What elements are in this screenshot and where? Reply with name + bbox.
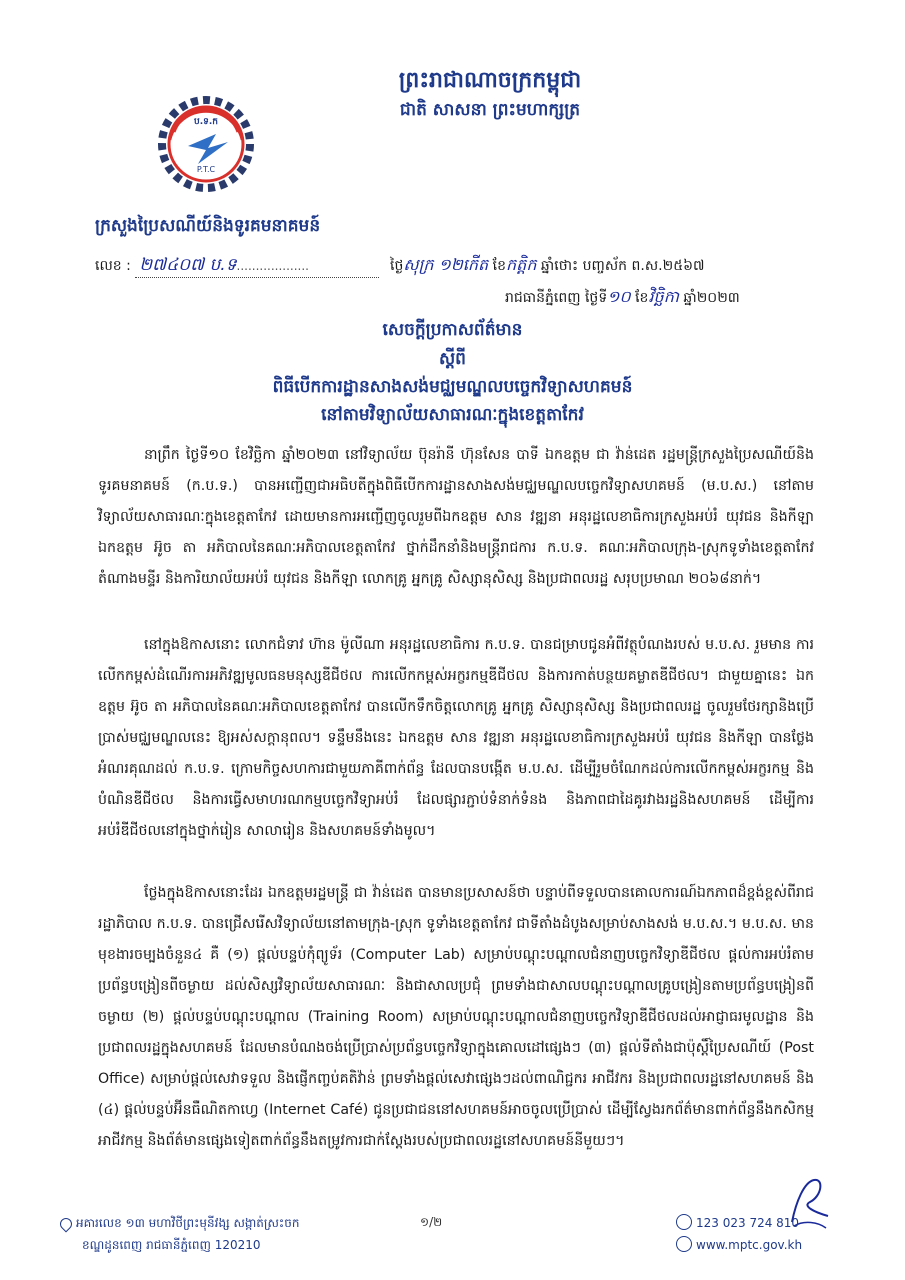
address-line-2: ខណ្ឌដូនពេញ រាជធានីភ្នំពេញ 120210 [82,1238,261,1252]
globe-icon [676,1236,692,1252]
phone-icon [676,1214,692,1230]
reference-row [95,254,379,278]
website-link[interactable]: www.mptc.gov.kh [696,1238,803,1252]
solar-date: រាជធានីភ្នំពេញ ថ្ងៃទី១០ ខែវិច្ឆិកា ឆ្នាំ២០២៣ [505,287,740,306]
title-subject: ពិធីបើកការដ្ឋានសាងសង់មជ្ឈមណ្ឌលបច្ចេកវិទ្យាសហគមន៍ [272,377,633,397]
reference-label: លេខ : [95,258,131,274]
national-motto: ជាតិ សាសនា ព្រះមហាក្សត្រ [399,100,581,120]
paragraph-1: នាព្រឹក ថ្ងៃទី១០ ខែវិច្ឆិកា ឆ្នាំ២០២៣ នៅវិទ្យាល័យ ប៊ុនរ៉ានី ហ៊ុនសែន បាទី ឯកឧត្តម ជា វ៉ាន់ដេត រដ្ឋមន្ត្រីក្រសួងប្រៃសណីយ៍និងទូរគមនាគមន៍ (ក.ប.ទ.) បានអញ្ជើញជាអធិបតីក្នុងពិធីបើកការដ្ឋានសាងសង់មជ្ឈមណ្ឌលបច្ចេកវិទ្យាសហគមន៍ (ម.ប.ស.) នៅតាមវិទ្យាល័យសាធារណៈក្នុងខេត្តតាកែវ ដោយមានការអញ្ជើញចូលរួមពីឯកឧត្តម សាន វឌ្ឍនា អនុរដ្ឋលេខាធិការក្រសួងអប់រំ យុវជន និងកីឡា ឯកឧត្តម អ៊ូច តា អភិបាលនៃគណៈអភិបាលខេត្តតាកែវ ថ្នាក់ដឹកនាំនិងមន្ត្រីរាជការ ក.ប.ទ. គណៈអភិបាលក្រុង-ស្រុកទូទាំងខេត្តតាកែវ តំណាងមន្ទីរ និងការិយាល័យអប់រំ យុវជន និងកីឡា លោកគ្រូ អ្នកគ្រូ សិស្សានុសិស្ស និងប្រជាពលរដ្ឋ សរុបប្រមាណ ២០៦៨នាក់។ [98,447,814,587]
title-about: ស្តីពី [439,349,466,369]
reference-number: ២៧៤០៧ ប.ទ................... [135,254,379,278]
lunar-date: ថ្ងៃសុក្រ ១២កើត ខែកត្តិក ឆ្នាំថោះ បញ្ចស័ក ព.ស.២៥៦៧ [390,255,705,274]
date-day: ១០ [607,287,631,306]
lunar-month: កត្តិក [506,255,537,274]
paragraph-2: នៅក្នុងឱកាសនោះ លោកជំទាវ ហ៊ាន ម៉ូលីណា អនុរដ្ឋលេខាធិការ ក.ប.ទ. បានជម្រាបជូនអំពីវត្ថុបំណងរបស់ ម.ប.ស. រួមមាន ការលើកកម្ពស់ដំណើរការអភិវឌ្ឍមូលធនមនុស្សឌីជីថល ការលើកកម្ពស់អក្ខរកម្មឌីជីថល និងការកាត់បន្ថយគម្លាតឌីជីថល។ ជាមួយគ្នានេះ ឯកឧត្តម អ៊ូច តា អភិបាលនៃគណៈអភិបាលខេត្តតាកែវ បានលើកទឹកចិត្តលោកគ្រូ អ្នកគ្រូ សិស្សានុសិស្ស និងប្រជាពលរដ្ឋ ចូលរួមថែរក្សានិងប្រើប្រាស់មជ្ឈមណ្ឌលនេះ ឱ្យអស់សក្តានុពល។ ទន្ទឹមនឹងនេះ ឯកឧត្តម សាន វឌ្ឍនា អនុរដ្ឋលេខាធិការក្រសួងអប់រំ យុវជន និងកីឡា បានថ្លែងអំណរគុណដល់ ក.ប.ទ. ក្រោមកិច្ចសហការជាមួយភាគីពាក់ព័ន្ធ ដែលបានបង្កើត ម.ប.ស. ដើម្បីរួមចំណែកដល់ការលើកកម្ពស់អក្ខរកម្ម និងបំណិនឌីជីថល និងការធ្វើសមាហរណកម្មបច្ចេកវិទ្យាអប់រំ ដែលផ្សារភ្ជាប់ទំនាក់ទំនង និងភាពជាដៃគូរវាងរដ្ឋនិងសហគមន៍ ដើម្បីការអប់រំឌីជីថលនៅក្នុងថ្នាក់រៀន សាលារៀន និងសហគមន៍ទាំងមូល។ [98,637,814,839]
address-line-1: អគារលេខ ១៣ មហាវិថីព្រះមុនីវង្ស សង្កាត់ស្រះចក [76,1216,300,1230]
reference-dots: ................... [236,259,309,273]
logo-text-top: ប.ទ.ក [194,117,218,127]
title-location: នៅតាមវិទ្យាល័យសាធារណៈក្នុងខេត្តតាកែវ [321,405,584,425]
footer-contact [676,1212,802,1256]
phone-numbers: 123 023 724 810 [696,1216,800,1230]
logo-text-bottom: P.T.C [196,165,216,174]
date-month: វិច្ឆិកា [648,287,679,306]
press-release-title: សេចក្តីប្រកាសព័ត៌មាន [382,320,523,340]
footer-address [60,1212,299,1256]
ministry-name: ក្រសួងប្រៃសណីយ៍និងទូរគមនាគមន៍ [95,216,321,236]
page-number: ១/២ [420,1215,443,1229]
lunar-day: សុក្រ ១២កើត [403,255,489,274]
kingdom-title: ព្រះរាជាណាចក្រកម្ពុជា [398,68,582,93]
location-pin-icon [58,1216,75,1233]
ptc-logo [158,90,254,208]
paragraph-3: ថ្លែងក្នុងឱកាសនោះដែរ ឯកឧត្តមរដ្ឋមន្ត្រី ជា វ៉ាន់ដេត បានមានប្រសាសន៍ថា បន្ទាប់ពីទទួលបានគោលការណ៍ឯកភាពដ៏ខ្ពង់ខ្ពស់ពីរាជរដ្ឋាភិបាល ក.ប.ទ. បានជ្រើសរើសវិទ្យាល័យនៅតាមក្រុង-ស្រុក ទូទាំងខេត្តតាកែវ ជាទីតាំងដំបូងសម្រាប់សាងសង់ ម.ប.ស.។ ម.ប.ស. មានមុខងារចម្បងចំនួន៤ គឺ (១) ផ្តល់បន្ទប់កុំព្យូទ័រ (Computer Lab) សម្រាប់បណ្តុះបណ្តាលជំនាញបច្ចេកវិទ្យាឌីជីថល ផ្តល់ការអប់រំតាមប្រព័ន្ធបង្រៀនពីចម្ងាយ ដល់សិស្សវិទ្យាល័យសាធារណៈ និងជាសាលប្រជុំ ព្រមទាំងជាសាលបណ្តុះបណ្តាលគ្រូបង្រៀនតាមប្រព័ន្ធបង្រៀនពីចម្ងាយ (២) ផ្តល់បន្ទប់បណ្តុះបណ្តាល (Training Room) សម្រាប់បណ្តុះបណ្តាលជំនាញបច្ចេកវិទ្យាឌីជីថលដល់អាជ្ញាធរមូលដ្ឋាន និងប្រជាពលរដ្ឋក្នុងសហគមន៍ ដែលមានបំណងចង់ប្រើប្រាស់ប្រព័ន្ធបច្ចេកវិទ្យាក្នុងគោលដៅផ្សេងៗ (៣) ផ្តល់ទីតាំងជាប៉ុស្តិ៍ប្រៃសណីយ៍ (Post Office) សម្រាប់ផ្តល់សេវាទទួល និងផ្ញើកញ្ចប់គតិវ៉ាន់ ព្រមទាំងផ្តល់សេវាផ្សេងៗដល់ពាណិជ្ជករ អាជីវករ និងប្រជាពលរដ្ឋនៅសហគមន៍ និង (៤) ផ្តល់បន្ទប់អ៊ីនធឺណិតកាហ្វេ (Internet Café) ជូនប្រជាជននៅសហគមន៍អាចចូលប្រើប្រាស់ ដើម្បីស្វែងរកព័ត៌មានពាក់ព័ន្ធនឹងកសិកម្ម អាជីវកម្ម និងព័ត៌មានផ្សេងទៀតពាក់ព័ន្ធនឹងតម្រូវការជាក់ស្តែងរបស់ប្រជាពលរដ្ឋនៅសហគមន៍នីមួយៗ។ [98,885,814,1149]
